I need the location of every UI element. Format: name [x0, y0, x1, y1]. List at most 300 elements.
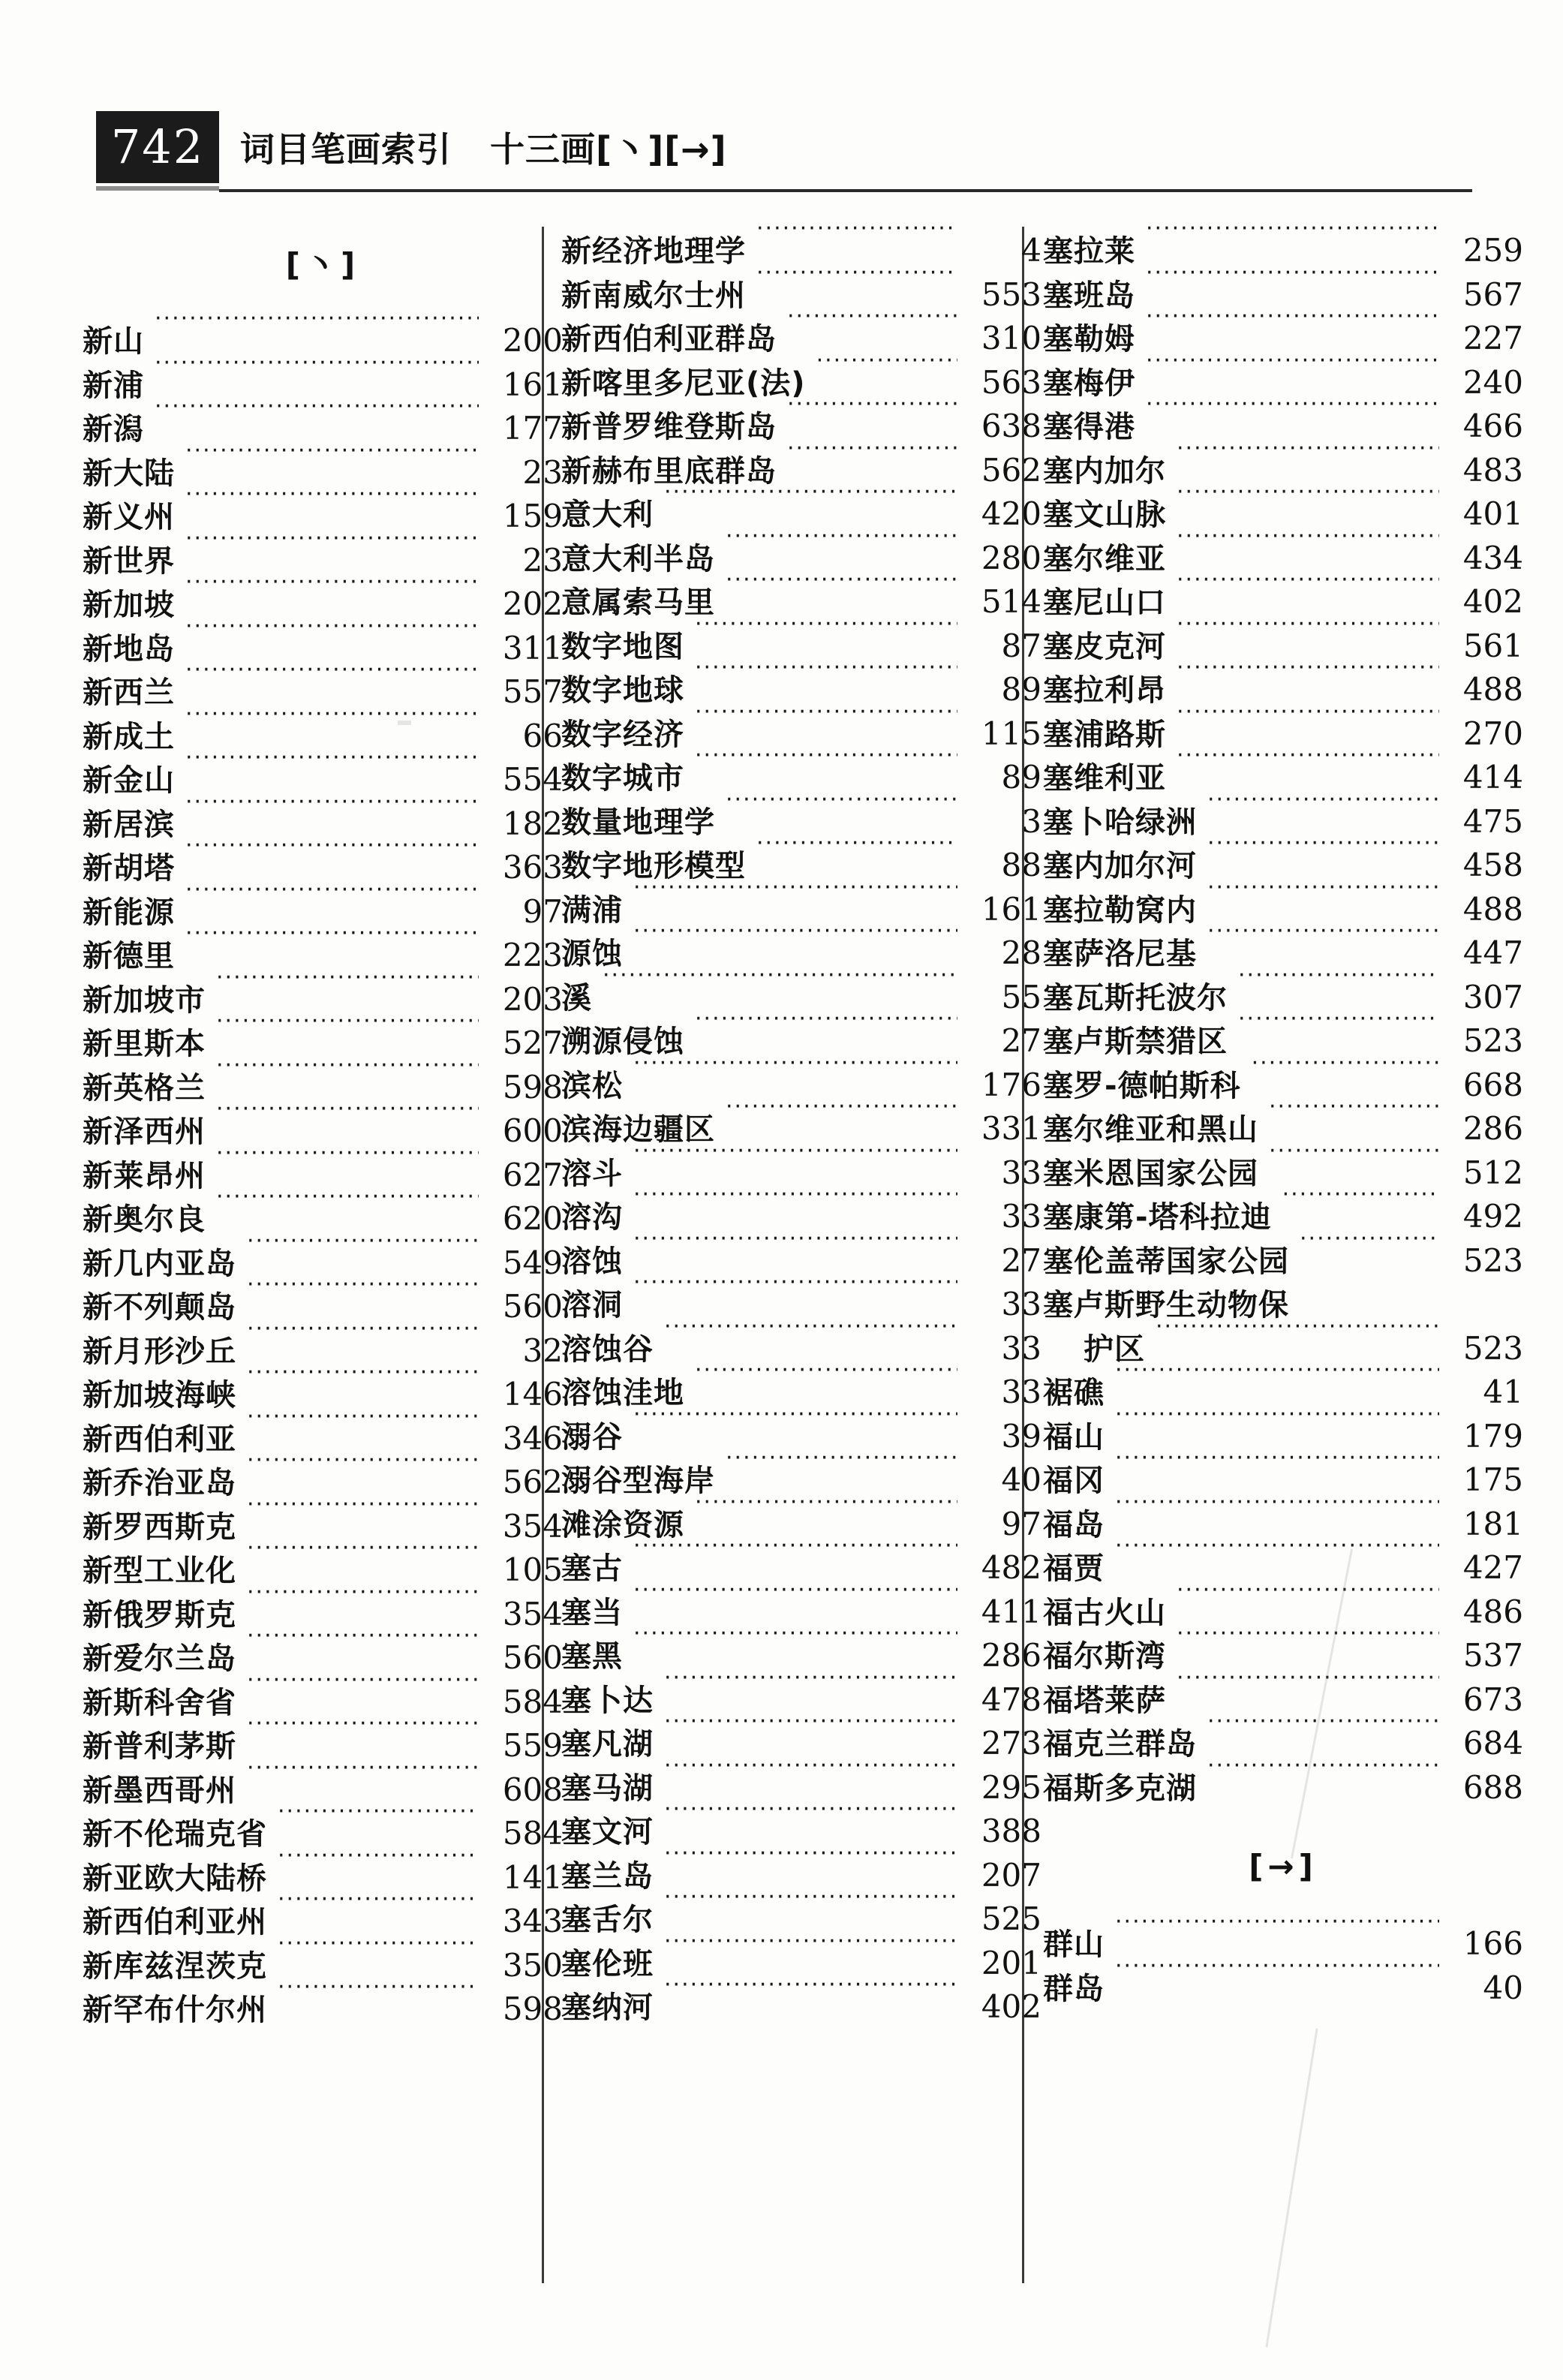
entry-term: 塞舌尔 — [561, 1903, 654, 1937]
dot-leader — [1146, 305, 1439, 349]
entry-page-number: 146 — [502, 1376, 563, 1413]
entry-term: 福克兰群岛 — [1043, 1727, 1197, 1762]
entry-term: 塞马湖 — [561, 1771, 654, 1806]
entry-term: 意大利半岛 — [561, 541, 715, 576]
entry-term: 塞皮克河 — [1043, 629, 1166, 664]
entry-term: 意大利 — [561, 498, 654, 532]
index-column-2 — [561, 218, 1041, 2312]
entry-term: 新月形沙丘 — [83, 1334, 236, 1369]
index-entry — [1043, 1911, 1523, 1962]
entry-term: 溺谷型海岸 — [561, 1464, 715, 1498]
entry-term: 新西伯利亚州 — [83, 1905, 267, 1939]
entry-term: 塞萨洛尼基 — [1043, 937, 1197, 971]
dot-leader — [664, 1798, 957, 1842]
entry-page-number: 466 — [1462, 408, 1523, 444]
entry-term: 意属索马里 — [561, 585, 715, 620]
dot-leader — [1146, 218, 1439, 261]
entry-page-number: 401 — [1462, 495, 1523, 532]
entry-term: 塞凡湖 — [561, 1727, 654, 1762]
entry-page-number: 562 — [981, 451, 1041, 489]
entry-page-number: 223 — [502, 937, 563, 973]
entry-page-number: 512 — [1462, 1154, 1523, 1191]
dot-leader — [603, 964, 957, 1008]
entry-page-number: 598 — [502, 1990, 563, 2027]
header-divider — [219, 189, 1472, 192]
entry-term: 溶蚀 — [561, 1244, 623, 1279]
entry-page-number: 201 — [981, 1944, 1041, 1981]
dot-leader — [278, 1933, 479, 1976]
dot-leader — [756, 262, 957, 305]
entry-page-number: 673 — [1462, 1680, 1523, 1718]
entry-page-number: 475 — [1462, 802, 1523, 840]
entry-page-number: 411 — [981, 1593, 1041, 1630]
dot-leader — [1177, 1667, 1439, 1711]
entry-page-number: 482 — [981, 1549, 1041, 1586]
entry-term: 满浦 — [561, 892, 623, 928]
entry-term: 福山 — [1043, 1419, 1105, 1455]
dot-leader — [787, 305, 957, 349]
dot-leader — [216, 1186, 479, 1229]
entry-term: 塞内加尔 — [1043, 453, 1166, 489]
dot-leader — [185, 879, 479, 922]
entry-term: 塞伦班 — [561, 1946, 654, 1981]
index-entry — [561, 218, 1041, 269]
dot-leader — [216, 967, 479, 1010]
entry-term: 塞米恩国家公园 — [1043, 1156, 1258, 1191]
dot-leader — [756, 218, 957, 261]
entry-page-number: 88 — [1001, 847, 1041, 883]
entry-term: 塞尔维亚和黑山 — [1043, 1112, 1258, 1147]
entry-term: 群岛 — [1043, 1971, 1105, 2006]
entry-page-number: 203 — [502, 980, 563, 1018]
entry-page-number: 33 — [1001, 1154, 1041, 1191]
entry-term: 塞尔维亚 — [1043, 541, 1166, 576]
entry-page-number: 402 — [1462, 583, 1523, 620]
dot-leader — [185, 528, 479, 571]
entry-page-number: 388 — [981, 1813, 1041, 1849]
entry-page-number: 346 — [502, 1419, 563, 1457]
dot-leader — [726, 1096, 957, 1139]
entry-term: 新库兹涅茨克 — [83, 1948, 267, 1984]
dot-leader — [695, 1008, 957, 1052]
dot-leader — [1207, 877, 1439, 920]
entry-page-number: 161 — [502, 366, 563, 403]
entry-term: 新俄罗斯克 — [83, 1597, 236, 1632]
page-header — [0, 111, 1563, 192]
entry-page-number: 343 — [502, 1903, 563, 1939]
entry-page-number: 492 — [1462, 1198, 1523, 1235]
dot-leader — [185, 835, 479, 878]
entry-page-number: 4 — [1021, 232, 1041, 269]
entry-page-number: 33 — [1001, 1198, 1041, 1235]
entry-term: 新大陆 — [83, 456, 175, 491]
entry-term: 滨松 — [561, 1068, 623, 1103]
entry-page-number: 39 — [1001, 1417, 1041, 1455]
entry-page-number: 200 — [502, 322, 563, 359]
dot-leader — [1177, 1579, 1439, 1623]
entry-term: 塞梅伊 — [1043, 366, 1135, 401]
dot-leader — [1115, 1535, 1439, 1578]
entry-term: 新加坡 — [83, 588, 175, 622]
entry-term: 新加坡市 — [83, 982, 206, 1018]
entry-page-number: 270 — [1462, 715, 1523, 752]
entry-page-number: 402 — [981, 1988, 1041, 2025]
entry-term: 新世界 — [83, 543, 175, 579]
entry-page-number: 33 — [1001, 1374, 1041, 1410]
dot-leader — [1177, 1623, 1439, 1666]
entry-term: 数量地理学 — [561, 805, 715, 840]
entry-term: 新西伯利亚群岛 — [561, 322, 777, 357]
entry-term: 福尔斯湾 — [1043, 1639, 1166, 1674]
dot-leader — [278, 1888, 479, 1932]
dot-leader — [664, 1667, 957, 1711]
entry-term: 数字地球 — [561, 673, 684, 708]
entry-term: 源蚀 — [561, 937, 623, 971]
entry-term: 新喀里多尼亚(法) — [561, 366, 806, 401]
dot-leader — [247, 1537, 479, 1581]
dot-leader — [633, 1535, 957, 1578]
dot-leader — [664, 1843, 957, 1886]
dot-leader — [664, 1711, 957, 1754]
entry-term: 塞文河 — [561, 1815, 654, 1849]
entry-page-number: 584 — [502, 1683, 563, 1720]
entry-term: 溶蚀谷 — [561, 1331, 654, 1367]
dot-leader — [1115, 1911, 1439, 1954]
dot-leader — [1252, 1052, 1439, 1096]
entry-page-number: 668 — [1462, 1066, 1523, 1103]
entry-term: 新罕布什尔州 — [83, 1993, 267, 2027]
dot-leader — [633, 1140, 957, 1184]
dot-leader — [1177, 525, 1439, 569]
entry-page-number: 33 — [1001, 1286, 1041, 1322]
dot-leader — [787, 438, 957, 481]
entry-page-number: 166 — [1462, 1925, 1523, 1962]
entry-page-number: 286 — [1462, 1110, 1523, 1147]
entry-page-number: 567 — [1462, 275, 1523, 313]
entry-term: 塞卢斯野生动物保 — [1043, 1288, 1289, 1322]
entry-page-number: 354 — [502, 1595, 563, 1632]
dot-leader — [695, 701, 957, 745]
dot-leader — [1238, 964, 1439, 1008]
entry-page-number: 3 — [1021, 802, 1041, 840]
entry-page-number: 23 — [522, 541, 563, 579]
entry-page-number: 97 — [522, 892, 563, 930]
entry-term: 溶洞 — [561, 1288, 623, 1322]
dot-leader — [216, 1055, 479, 1098]
entry-page-number: 562 — [502, 1464, 563, 1500]
entry-page-number: 560 — [502, 1288, 563, 1325]
dot-leader — [695, 745, 957, 788]
entry-term: 溶斗 — [561, 1156, 623, 1191]
dot-leader — [216, 1142, 479, 1186]
entry-page-number: 27 — [1001, 1022, 1041, 1059]
entry-page-number: 89 — [1001, 759, 1041, 796]
entry-page-number: 523 — [1462, 1329, 1523, 1367]
section-marker: [→] — [1249, 1847, 1318, 1885]
entry-page-number: 559 — [502, 1727, 563, 1764]
entry-page-number: 176 — [981, 1066, 1041, 1103]
entry-page-number: 87 — [1001, 627, 1041, 664]
entry-page-number: 40 — [1483, 1969, 1523, 2006]
entry-page-number: 458 — [1462, 847, 1523, 883]
entry-term: 塞拉勒窝内 — [1043, 892, 1197, 928]
entry-page-number: 310 — [981, 320, 1041, 357]
entry-page-number: 177 — [502, 410, 563, 447]
entry-page-number: 350 — [502, 1946, 563, 1984]
entry-term: 新斯科舍省 — [83, 1685, 236, 1720]
dot-leader — [185, 483, 479, 527]
dot-leader — [726, 569, 957, 612]
entry-page-number: 554 — [502, 761, 563, 798]
dot-leader — [664, 1316, 957, 1359]
dot-leader — [1115, 1447, 1439, 1491]
entry-page-number: 478 — [981, 1680, 1041, 1718]
index-columns — [0, 218, 1563, 2312]
entry-page-number: 207 — [981, 1856, 1041, 1894]
dot-leader — [185, 571, 479, 615]
entry-page-number: 280 — [981, 539, 1041, 576]
entry-term: 新西伯利亚 — [83, 1422, 236, 1457]
entry-term: 塞尼山口 — [1043, 585, 1166, 620]
entry-term: 塞康第-塔科拉迪 — [1043, 1200, 1272, 1235]
entry-term: 新经济地理学 — [561, 234, 746, 269]
entry-term: 数字经济 — [561, 717, 684, 752]
entry-page-number: 331 — [981, 1110, 1041, 1147]
entry-page-number: 483 — [1462, 451, 1523, 489]
entry-term: 塞文山脉 — [1043, 498, 1166, 532]
dot-leader — [247, 1406, 479, 1449]
entry-term: 新爱尔兰岛 — [83, 1641, 236, 1676]
dot-leader — [247, 1669, 479, 1713]
entry-term: 新西兰 — [83, 675, 175, 710]
entry-page-number: 514 — [981, 583, 1041, 620]
entry-term: 塞维利亚 — [1043, 761, 1166, 796]
entry-term: 福岛 — [1043, 1507, 1105, 1542]
entry-term: 新奥尔良 — [83, 1202, 206, 1237]
entry-page-number: 105 — [502, 1551, 563, 1588]
entry-term: 护区 — [1084, 1331, 1145, 1367]
dot-leader — [664, 1974, 957, 2017]
dot-leader — [787, 393, 957, 437]
entry-page-number: 295 — [981, 1768, 1041, 1806]
dot-leader — [1177, 438, 1439, 481]
entry-page-number: 598 — [502, 1068, 563, 1106]
dot-leader — [726, 1447, 957, 1491]
dot-leader — [633, 1579, 957, 1623]
dot-leader — [1115, 1359, 1439, 1403]
entry-term: 溯源侵蚀 — [561, 1025, 684, 1059]
dot-leader — [185, 659, 479, 703]
dot-leader — [1269, 1096, 1439, 1139]
dot-leader — [247, 1449, 479, 1493]
entry-page-number: 434 — [1462, 539, 1523, 576]
page-title: 词目笔画索引 十三画[丶][→] — [240, 129, 727, 170]
dot-leader — [1207, 1711, 1439, 1754]
dot-leader — [726, 525, 957, 569]
dot-leader — [1177, 701, 1439, 745]
entry-term: 新型工业化 — [83, 1554, 236, 1588]
entry-page-number: 584 — [502, 1815, 563, 1852]
entry-term: 新胡塔 — [83, 851, 175, 886]
entry-page-number: 66 — [522, 717, 563, 754]
entry-page-number: 41 — [1483, 1374, 1523, 1410]
entry-term: 数字地形模型 — [561, 849, 746, 883]
entry-page-number: 563 — [981, 363, 1041, 401]
index-entry — [83, 308, 563, 359]
dot-leader — [185, 922, 479, 966]
dot-leader — [695, 1359, 957, 1403]
entry-term: 新浦 — [83, 368, 144, 403]
entry-page-number: 488 — [1462, 671, 1523, 708]
dot-leader — [247, 1362, 479, 1405]
entry-term: 塞罗-德帕斯科 — [1043, 1068, 1241, 1103]
entry-term: 数字城市 — [561, 761, 684, 796]
entry-page-number: 638 — [981, 408, 1041, 444]
entry-term: 溶蚀洼地 — [561, 1376, 684, 1410]
entry-term: 塞兰岛 — [561, 1858, 654, 1894]
entry-page-number: 549 — [502, 1244, 563, 1281]
entry-term: 新不伦瑞克省 — [83, 1817, 267, 1852]
entry-page-number: 40 — [1001, 1461, 1041, 1498]
entry-page-number: 420 — [981, 495, 1041, 532]
dot-leader — [726, 789, 957, 832]
entry-term: 新山 — [83, 324, 144, 359]
page-number-badge: 742 — [96, 111, 219, 183]
dot-leader — [1238, 1008, 1439, 1052]
entry-page-number: 181 — [1462, 1505, 1523, 1542]
entry-term: 福塔莱萨 — [1043, 1683, 1166, 1718]
dot-leader — [1177, 569, 1439, 612]
dot-leader — [155, 308, 479, 351]
dot-leader — [247, 1625, 479, 1668]
dot-leader — [185, 791, 479, 835]
entry-term: 新加坡海峡 — [83, 1378, 236, 1413]
dot-leader — [1207, 1755, 1439, 1798]
entry-page-number: 553 — [981, 275, 1041, 313]
index-entry — [1043, 218, 1523, 269]
dot-leader — [1156, 1316, 1439, 1359]
entry-term: 塞勒姆 — [1043, 322, 1135, 357]
dot-leader — [1115, 1491, 1439, 1535]
dot-leader — [1269, 1140, 1439, 1184]
entry-term: 新英格兰 — [83, 1070, 206, 1106]
entry-term: 福贾 — [1043, 1551, 1105, 1586]
entry-term: 新普利茅斯 — [83, 1729, 236, 1764]
entry-term: 塞拉利昂 — [1043, 673, 1166, 708]
entry-page-number: 175 — [1462, 1461, 1523, 1498]
entry-term: 数字地图 — [561, 629, 684, 664]
entry-page-number: 414 — [1462, 759, 1523, 796]
entry-term: 塞浦路斯 — [1043, 717, 1166, 752]
entry-page-number: 527 — [502, 1025, 563, 1061]
dot-leader — [216, 1010, 479, 1054]
entry-page-number: 608 — [502, 1771, 563, 1808]
dot-leader — [1207, 832, 1439, 876]
entry-page-number: 488 — [1462, 890, 1523, 928]
dot-leader — [633, 1271, 957, 1315]
entry-page-number: 259 — [1462, 232, 1523, 269]
entry-term: 塞当 — [561, 1595, 623, 1630]
entry-page-number: 240 — [1462, 363, 1523, 401]
entry-term: 福古火山 — [1043, 1595, 1166, 1630]
dot-leader — [1115, 1404, 1439, 1447]
dot-leader — [1146, 262, 1439, 305]
dot-leader — [247, 1757, 479, 1801]
entry-term: 裾礁 — [1043, 1376, 1105, 1410]
entry-page-number: 97 — [1001, 1505, 1041, 1542]
entry-term: 溺谷 — [561, 1419, 623, 1455]
entry-page-number: 525 — [981, 1900, 1041, 1937]
entry-page-number: 486 — [1462, 1593, 1523, 1630]
dot-leader — [633, 1184, 957, 1227]
entry-term: 塞得港 — [1043, 410, 1135, 444]
dot-leader — [633, 1404, 957, 1447]
dot-leader — [633, 1052, 957, 1096]
entry-term: 塞班岛 — [1043, 278, 1135, 313]
entry-term: 塞黑 — [561, 1639, 623, 1674]
entry-page-number: 363 — [502, 849, 563, 886]
entry-term: 新赫布里底群岛 — [561, 453, 777, 489]
dot-leader — [1177, 657, 1439, 700]
dot-leader — [664, 1755, 957, 1798]
page-number-shadow — [96, 186, 219, 191]
dot-leader — [278, 1845, 479, 1888]
entry-page-number: 23 — [522, 453, 563, 491]
entry-page-number: 684 — [1462, 1725, 1523, 1762]
dot-leader — [664, 481, 957, 525]
entry-page-number: 179 — [1462, 1417, 1523, 1455]
entry-page-number: 354 — [502, 1507, 563, 1545]
entry-page-number: 55 — [1001, 978, 1041, 1015]
dot-leader — [185, 747, 479, 790]
entry-page-number: 161 — [981, 890, 1041, 928]
entry-term: 福斯多克湖 — [1043, 1771, 1197, 1806]
dot-leader — [1207, 920, 1439, 964]
entry-page-number: 227 — [1462, 320, 1523, 357]
dot-leader — [1282, 1184, 1439, 1227]
dot-leader — [1300, 1271, 1439, 1315]
dot-leader — [1300, 1228, 1439, 1271]
entry-term: 新亚欧大陆桥 — [83, 1861, 267, 1896]
entry-term: 溪 — [561, 980, 592, 1015]
entry-term: 塞瓦斯托波尔 — [1043, 980, 1228, 1015]
entry-term: 新罗西斯克 — [83, 1509, 236, 1545]
entry-term: 塞伦盖蒂国家公园 — [1043, 1244, 1289, 1279]
dot-leader — [185, 615, 479, 659]
dot-leader — [247, 1713, 479, 1756]
entry-page-number: 523 — [1462, 1022, 1523, 1059]
dot-leader — [278, 1801, 479, 1844]
index-column-3 — [1043, 218, 1523, 2312]
dot-leader — [247, 1274, 479, 1317]
entry-page-number: 273 — [981, 1725, 1041, 1762]
dot-leader — [1146, 393, 1439, 437]
dot-leader — [633, 1228, 957, 1271]
entry-term: 塞内加尔河 — [1043, 849, 1197, 883]
dot-leader — [1207, 789, 1439, 832]
entry-page-number: 620 — [502, 1200, 563, 1237]
entry-term: 新墨西哥州 — [83, 1773, 236, 1808]
entry-page-number: 33 — [1001, 1329, 1041, 1367]
entry-term: 新潟 — [83, 412, 144, 447]
entry-term: 塞卢斯禁猎区 — [1043, 1025, 1228, 1059]
entry-page-number: 202 — [502, 585, 563, 622]
entry-page-number: 28 — [1001, 934, 1041, 971]
dot-leader — [633, 1623, 957, 1666]
entry-term: 新里斯本 — [83, 1027, 206, 1061]
dot-leader — [664, 1886, 957, 1930]
entry-page-number: 32 — [522, 1331, 563, 1369]
